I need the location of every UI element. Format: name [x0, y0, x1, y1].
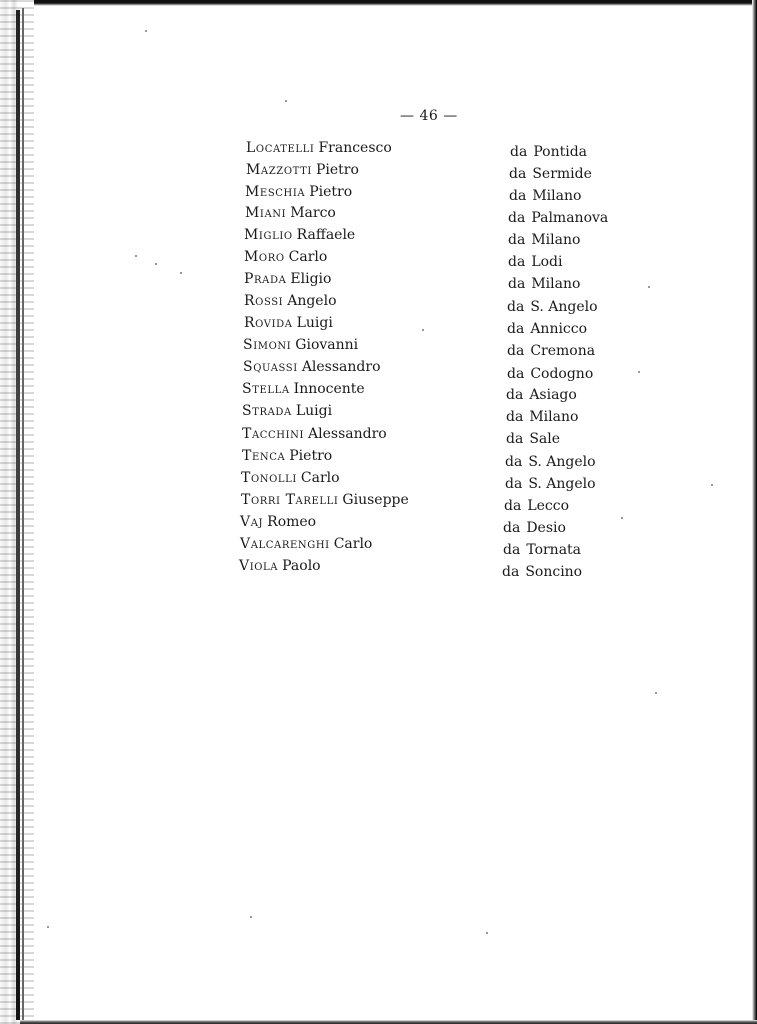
place-of-origin [503, 540, 581, 560]
given-name: Pietro [315, 162, 359, 178]
origin-preposition: da [503, 542, 521, 558]
origin-preposition: da [509, 188, 527, 204]
origin-preposition: da [508, 276, 526, 292]
origin-preposition: da [508, 232, 526, 248]
origin-place: Desio [526, 520, 566, 536]
origin-place: Lecco [527, 498, 570, 514]
person-name [243, 357, 381, 377]
speck [155, 263, 157, 265]
origin-place: Annicco [530, 321, 588, 337]
speck [285, 100, 287, 102]
surname: Valcarenghi [240, 536, 330, 552]
given-name: Francesco [318, 140, 392, 156]
surname: Tonolli [241, 470, 297, 486]
origin-place: Asiago [529, 387, 577, 403]
speck [135, 255, 137, 257]
origin-preposition: da [503, 520, 521, 536]
speck [711, 484, 713, 486]
origin-preposition: da [506, 409, 524, 425]
person-name [241, 468, 340, 488]
surname: Vaj [240, 514, 264, 530]
origin-place: Milano [531, 276, 581, 292]
origin-preposition: da [509, 166, 527, 182]
origin-place: Lodi [531, 254, 563, 270]
place-of-origin [507, 364, 593, 384]
given-name: Carlo [300, 470, 340, 486]
person-name [244, 291, 337, 311]
origin-preposition: da [504, 498, 522, 514]
speck [422, 329, 424, 331]
origin-preposition: da [508, 254, 526, 270]
speck [180, 272, 182, 274]
person-name [241, 490, 409, 510]
speck [47, 926, 49, 928]
speck [621, 517, 623, 519]
page-number: — 46 — [400, 108, 458, 124]
origin-preposition: da [502, 564, 520, 580]
place-of-origin [507, 319, 587, 339]
scan-binding-line [22, 8, 24, 1022]
surname: Stella [242, 381, 290, 397]
given-name: Alessandro [301, 359, 381, 375]
surname: Squassi [243, 359, 298, 375]
person-name [243, 335, 358, 355]
origin-place: Milano [529, 409, 579, 425]
origin-place: Cremona [530, 343, 596, 359]
given-name: Carlo [288, 249, 328, 265]
person-name [240, 534, 372, 554]
place-of-origin [510, 142, 587, 162]
place-of-origin [508, 252, 562, 272]
given-name: Eligio [290, 271, 332, 287]
scan-bottom-edge [20, 1020, 757, 1024]
given-name: Romeo [267, 514, 317, 530]
person-name [239, 556, 321, 576]
origin-preposition: da [510, 144, 528, 160]
given-name: Luigi [296, 315, 333, 331]
origin-preposition: da [507, 299, 525, 315]
person-name [242, 446, 332, 466]
place-of-origin [508, 208, 608, 228]
person-name [245, 182, 352, 202]
origin-preposition: da [508, 210, 526, 226]
surname: Simoni [243, 337, 292, 353]
origin-place: Pontida [533, 144, 588, 160]
place-of-origin [502, 562, 582, 582]
surname: Rovida [244, 315, 293, 331]
surname: Torri Tarelli [241, 492, 339, 508]
place-of-origin [507, 341, 595, 361]
given-name: Luigi [295, 403, 333, 419]
origin-place: Sermide [532, 166, 592, 182]
origin-place: S. Angelo [528, 454, 596, 470]
person-name [240, 512, 316, 532]
place-of-origin [504, 496, 569, 516]
given-name: Marco [290, 205, 336, 221]
surname: Tenca [242, 448, 286, 464]
surname: Miani [245, 205, 287, 221]
speck [638, 371, 640, 373]
speck [250, 916, 252, 918]
scan-top-edge [0, 0, 757, 6]
origin-preposition: da [507, 366, 525, 382]
surname: Locatelli [246, 140, 315, 156]
origin-place: Milano [532, 188, 582, 204]
scan-binding-shadow [16, 10, 20, 1020]
given-name: Innocente [293, 381, 365, 397]
origin-preposition: da [507, 321, 525, 337]
place-of-origin [506, 385, 577, 405]
given-name: Giuseppe [342, 492, 409, 508]
surname: Strada [242, 403, 292, 419]
surname: Mazzotti [246, 162, 312, 178]
surname: Rossi [244, 293, 284, 309]
surname: Moro [244, 249, 285, 265]
place-of-origin [507, 297, 598, 317]
origin-place: Soncino [525, 564, 583, 580]
surname: Viola [239, 558, 279, 574]
place-of-origin [503, 518, 566, 538]
place-of-origin [509, 186, 581, 206]
surname: Meschia [245, 184, 306, 200]
given-name: Pietro [289, 448, 333, 464]
surname: Miglio [244, 227, 293, 243]
surname: Prada [244, 271, 287, 287]
origin-place: Codogno [530, 366, 594, 382]
place-of-origin [508, 230, 580, 250]
place-of-origin [509, 164, 592, 184]
person-name [242, 401, 332, 421]
origin-preposition: da [506, 387, 524, 403]
given-name: Paolo [282, 558, 321, 574]
speck [648, 286, 650, 288]
speck [486, 932, 488, 934]
person-name [244, 269, 331, 289]
origin-preposition: da [506, 431, 524, 447]
place-of-origin [506, 429, 560, 449]
place-of-origin [508, 274, 580, 294]
place-of-origin [505, 452, 596, 472]
person-name [246, 138, 392, 158]
given-name: Raffaele [296, 227, 356, 243]
person-name [244, 247, 327, 267]
origin-preposition: da [505, 476, 523, 492]
person-name [246, 160, 359, 180]
given-name: Giovanni [295, 337, 359, 353]
person-name [244, 225, 355, 245]
place-of-origin [506, 407, 578, 427]
origin-preposition: da [507, 343, 525, 359]
given-name: Angelo [287, 293, 337, 309]
scan-right-edge [752, 0, 757, 1024]
origin-place: Milano [531, 232, 581, 248]
person-name [242, 424, 387, 444]
person-name [245, 203, 336, 223]
person-name [242, 379, 365, 399]
origin-preposition: da [505, 454, 523, 470]
given-name: Alessandro [308, 426, 387, 442]
speck [145, 30, 147, 32]
origin-place: Palmanova [531, 210, 609, 226]
origin-place: Sale [529, 431, 561, 447]
place-of-origin [505, 474, 596, 494]
surname: Tacchini [242, 426, 305, 442]
origin-place: S. Angelo [530, 299, 598, 315]
speck [655, 692, 657, 694]
given-name: Pietro [309, 184, 353, 200]
given-name: Carlo [333, 536, 373, 552]
person-name [244, 313, 333, 333]
origin-place: Tornata [526, 542, 582, 558]
origin-place: S. Angelo [528, 476, 596, 492]
